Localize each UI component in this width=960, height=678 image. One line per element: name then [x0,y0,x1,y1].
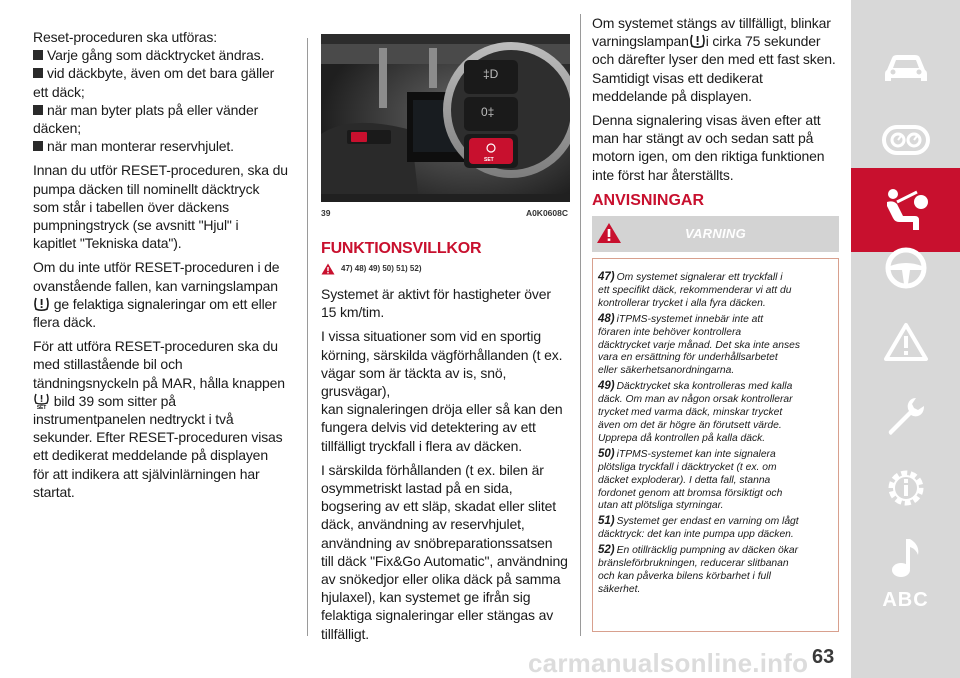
paragraph: I vissa situationer som vid en sportig körning, särskilda vägförhållanden (t ex. vägar som är täckta av is, snö, grusvägar), kan signaleringen dröja eller så kan den fungera delvis vid detektering av ett tillfälligt tryckfall i flera av däcken. [321,328,563,454]
square-bullet-icon [33,68,43,78]
svg-text:‡D: ‡D [483,67,499,81]
figure-caption [321,208,570,222]
column-divider [580,14,581,636]
paragraph: Om systemet stängs av tillfälligt, blinkar varningslampan i cirka 75 sekunder och därefter lyser den med ett fast sken. Samtidigt visas ett dedikerat meddelande på displayen. [592,15,836,104]
page-number: 63 [812,646,835,668]
figure-39-photo [321,34,570,202]
bullet-list [33,46,295,155]
list-item: när man byter plats på eller vänder däcken; [33,101,259,137]
section-title: ANVISNINGAR [592,192,705,209]
square-bullet-icon [33,50,43,60]
warning-label: VARNING [684,226,747,241]
paragraph: I särskilda förhållanden (t ex. bilen är osymmetriskt lastad på en sida, bogsering av ett släp, skadat eller slitet däck, användning av reservhjulet, användning av snöbreparationssatsen till däck "Fix&Go Automatic", användning av snökedjor eller olika däck på samma hjulaxel), kan systemet ge ifrån sig felaktiga signaleringar eller stängas av tillfälligt. [321,461,568,642]
warning-item: 48) iTPMS-systemet innebär inte att föraren inte behöver kontrollera däcktrycket varje månad. Det ska inte anses vara en ersättning för underhållsarbetet eller säkerhetsanordningarna. [598,312,801,377]
column-divider [307,38,308,636]
warning-references: 47) 48) 49) 50) 51) 52) [341,264,422,273]
column-2-body [321,285,573,649]
index-label: ABC [882,588,929,611]
column-1 [33,28,295,507]
figure-number: 39 [321,208,331,218]
warning-header [592,216,839,252]
wrench-icon [884,394,928,438]
warning-item: 47) Om systemet signalerar ett tryckfall i ett specifikt däck, rekommenderar vi att du kontrollerar trycket i alla fyra däcken. [598,271,792,309]
list-item: Varje gång som däcktrycket ändras. [33,46,295,64]
gear-info-icon [883,465,929,511]
steering-wheel-icon [884,246,928,290]
paragraph: För att utföra RESET-proceduren ska du med stillastående bil och tändningsnyckeln på MAR, hålla knappen SET bild 39 som sitter på instrumentpanelen nedtryckt i två sekunder. Efter RESET-proceduren visas ett dedikerat meddelande på displayen för att indikera att självinlärningen har startat. [33,338,285,500]
svg-text:0‡: 0‡ [481,105,495,119]
car-icon [883,50,929,86]
instrument-cluster-icon [882,125,930,155]
reset-intro: Reset-proceduren ska utföras: [33,29,217,45]
paragraph: Systemet är aktivt för hastigheter över 15 km/tim. [321,286,551,321]
paragraph: Om du inte utför RESET-proceduren i de ovanstående fallen, kan varningslampan ge felaktiga signaleringar om ett eller flera däck. [33,259,280,331]
chapter-sidebar [851,0,960,678]
square-bullet-icon [33,105,43,115]
svg-text:SET: SET [484,157,494,163]
warning-triangle-icon [883,322,929,362]
warning-item: 51) Systemet ger endast en varning om lågt däcktryck: det kan inte pumpa upp däcken. [598,515,799,541]
column-3 [592,14,840,190]
list-item: vid däckbyte, även om det bara gäller ett däck; [33,65,275,100]
svg-text:SET: SET [36,404,47,409]
warning-item: 52) En otillräcklig pumpning av däcken ökar bränsleförbrukningen, reducerar slitbanan och kan påverka bilens körbarhet i full säkerhet. [598,544,799,595]
sidebar-item-index[interactable] [851,558,960,642]
warning-triangle-icon [321,262,335,280]
tyre-pressure-warning-icon [689,33,706,49]
set-button-icon [33,393,50,409]
section-title: FUNKTIONSVILLKOR [321,240,482,257]
warning-item: 50) iTPMS-systemet kan inte signalera plötsliga tryckfall i däcktrycket (t ex. om däcket exploderar). I detta fall, stanna fordonet genom att bromsa försiktigt och utan att plötsliga styrningar. [598,447,783,512]
paragraph: Innan du utför RESET-proceduren, ska du pumpa däcken till nominellt däcktryck som står i tabellen över däckens pumpningstryck (se avsnitt "Hjul" i kapitlet "Tekniska data"). [33,162,288,252]
list-item: när man monterar reservhjulet. [33,137,295,155]
sidebar-item-starting-driving[interactable] [851,226,960,310]
warning-box [592,258,839,632]
paragraph: Denna signalering visas även efter att man har stängt av och sedan satt på motorn igen, om den riktiga funktionen inte först har återställts. [592,112,825,183]
warning-item: 49) Däcktrycket ska kontrolleras med kalla däck. Om man av någon orsak kontrollerar trycket med varma däck, minskar trycket även om det är högre än förutsett värde. Upprepa då kontrollen på kalla däck. [598,380,793,444]
square-bullet-icon [33,141,43,151]
sidebar-item-warnings[interactable] [851,300,960,384]
tyre-pressure-warning-icon [33,296,50,312]
figure-code: A0K0608C [525,208,568,218]
watermark: carmanualsonline.info [528,648,809,678]
